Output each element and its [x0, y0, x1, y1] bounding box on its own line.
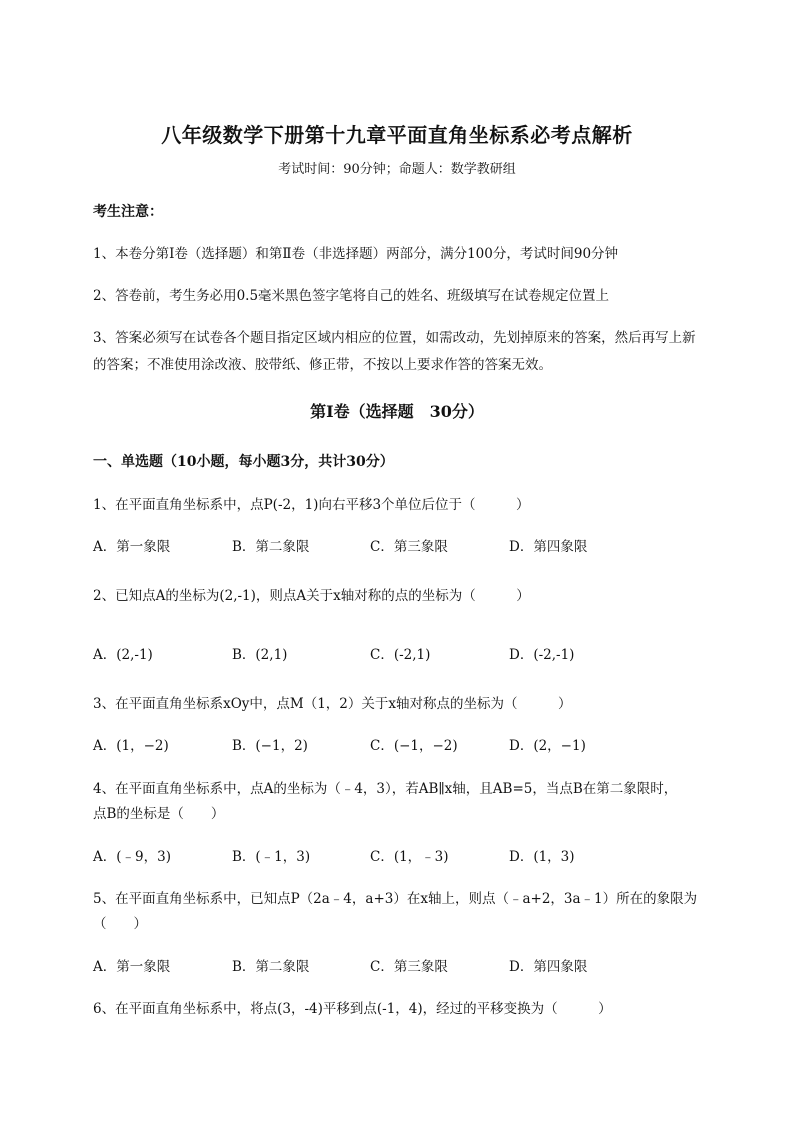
section-title: 第Ⅰ卷（选择题 30分）: [310, 402, 484, 421]
option-a: A．第一象限: [93, 959, 171, 975]
option-d: D．(2，−1): [509, 738, 586, 754]
notice-item: 3、答案必须写在试卷各个题目指定区域内相应的位置，如需改动，先划掉原来的答案，然后再写上新: [93, 330, 696, 346]
exam-info: 考试时间：90分钟；命题人：数学教研组: [278, 162, 516, 177]
option-c: C．第三象限: [370, 959, 448, 975]
question-6: 6、在平面直角坐标系中，将点(3，-4)平移到点(-1，4)，经过的平移变换为（ ）: [93, 1001, 612, 1017]
group-title: 一、单选题（10小题，每小题3分，共计30分）: [93, 454, 394, 470]
notice-heading: 考生注意：: [93, 204, 163, 220]
option-d: D．(-2,-1): [509, 647, 575, 663]
page-title: 八年级数学下册第十九章平面直角坐标系必考点解析: [161, 123, 633, 147]
option-b: B．第二象限: [232, 539, 310, 555]
notice-item: 2、答卷前，考生务必用0.5毫米黑色签字笔将自己的姓名、班级填写在试卷规定位置上: [93, 288, 610, 304]
option-d: D．第四象限: [509, 959, 588, 975]
notice-item-continued: 的答案；不准使用涂改液、胶带纸、修正带，不按以上要求作答的答案无效。: [93, 357, 552, 373]
notice-item: 1、本卷分第Ⅰ卷（选择题）和第Ⅱ卷（非选择题）两部分，满分100分，考试时间90分钟: [93, 246, 619, 262]
option-a: A．(1，−2): [93, 738, 169, 754]
option-b: B．第二象限: [232, 959, 310, 975]
option-b: B．(﹣1，3): [232, 849, 311, 865]
question-4-continued: 点B的坐标是（ ）: [93, 806, 225, 822]
option-a: A．(2,-1): [93, 647, 153, 663]
question-5: 5、在平面直角坐标系中，已知点P（2a﹣4，a+3）在x轴上，则点（﹣a+2，3a﹣1）所在的象限为: [93, 891, 698, 907]
option-c: C．(1，﹣3): [370, 849, 449, 865]
option-c: C．第三象限: [370, 539, 448, 555]
option-a: A．第一象限: [93, 539, 171, 555]
question-2: 2、已知点A的坐标为(2,-1)，则点A关于x轴对称的点的坐标为（ ）: [93, 588, 530, 604]
question-5-continued: （ ）: [93, 916, 147, 932]
question-1: 1、在平面直角坐标系中，点P(-2，1)向右平移3个单位后位于（ ）: [93, 497, 530, 513]
option-d: D．(1，3): [509, 849, 575, 865]
question-3: 3、在平面直角坐标系xOy中，点M（1，2）关于x轴对称点的坐标为（ ）: [93, 696, 572, 712]
option-a: A．(﹣9，3): [93, 849, 171, 865]
option-b: B．(−1，2): [232, 738, 308, 754]
option-d: D．第四象限: [509, 539, 588, 555]
question-4: 4、在平面直角坐标系中，点A的坐标为（﹣4，3），若AB∥x轴，且AB=5，当点B在第二象限时，: [93, 781, 678, 797]
option-b: B．(2,1): [232, 647, 288, 663]
option-c: C．(-2,1): [370, 647, 431, 663]
option-c: C．(−1，−2): [370, 738, 458, 754]
